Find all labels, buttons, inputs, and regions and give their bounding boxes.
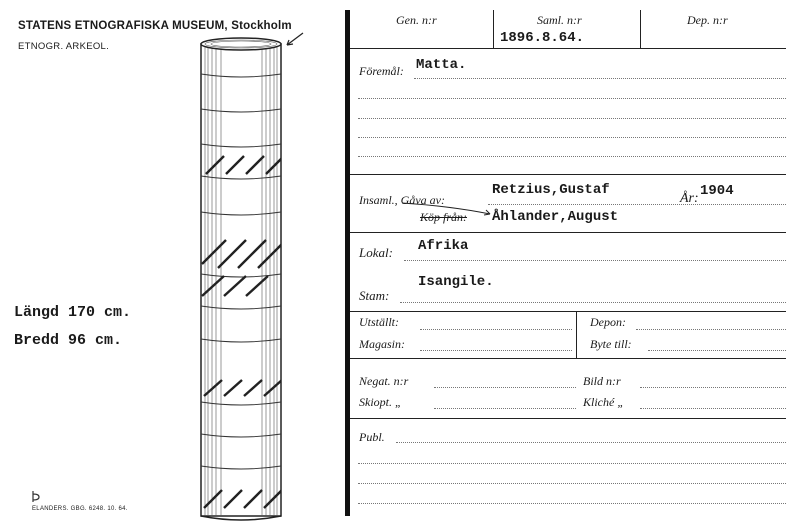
- negat-label: Negat. n:r: [359, 374, 409, 388]
- insaml-rule: [488, 204, 786, 205]
- width-value: Bredd 96 cm.: [14, 332, 123, 349]
- header-divider: [493, 10, 494, 48]
- insaml-value: Retzius,Gustaf: [492, 182, 610, 198]
- byte-till-label: Byte till:: [590, 337, 632, 351]
- museum-name: STATENS ETNOGRAFISKA MUSEUM, Stockholm: [18, 20, 292, 32]
- column-divider: [576, 312, 577, 358]
- ruled-line: [358, 483, 786, 484]
- depon-label: Depon:: [590, 315, 626, 329]
- section-rule: [350, 418, 786, 419]
- card-left-border: [345, 10, 350, 516]
- kop-fran-label: Köp från:: [420, 210, 468, 224]
- foremal-rule: [414, 78, 786, 79]
- ruled-line: [358, 137, 786, 138]
- header-divider: [640, 10, 641, 48]
- strike-arrow-icon: [400, 200, 500, 220]
- section-rule: [350, 174, 786, 175]
- foremal-label: Föremål:: [359, 64, 404, 78]
- section-rule: [350, 358, 786, 359]
- ruled-line: [358, 98, 786, 99]
- ar-label: År:: [680, 191, 699, 206]
- ar-value: 1904: [700, 183, 734, 199]
- gen-nr-label: Gen. n:r: [396, 13, 437, 27]
- header-rule: [350, 48, 786, 49]
- foremal-value: Matta.: [416, 57, 467, 73]
- depon-rule: [636, 329, 786, 330]
- ruled-line: [358, 503, 786, 504]
- byte-till-rule: [648, 350, 786, 351]
- lokal-label: Lokal:: [359, 245, 393, 260]
- stam-label: Stam:: [359, 288, 390, 303]
- bild-label: Bild n:r: [583, 374, 621, 388]
- lokal-rule: [404, 260, 786, 261]
- utstallt-label: Utställt:: [359, 315, 400, 329]
- bild-rule: [640, 387, 786, 388]
- department-label: ETNOGR. ARKEOL.: [18, 41, 110, 52]
- skiopt-rule: [434, 408, 576, 409]
- printer-imprint: ELANDERS. GBG. 6248. 10. 64.: [32, 506, 128, 512]
- kop-fran-value: Åhlander,August: [492, 209, 619, 225]
- ruled-line: [358, 156, 786, 157]
- saml-nr-label: Saml. n:r: [537, 13, 582, 27]
- ruled-line: [358, 118, 786, 119]
- insaml-label: Insaml., Gåva av:: [359, 193, 445, 207]
- length-value: Längd 170 cm.: [14, 304, 132, 321]
- utstallt-rule: [420, 329, 572, 330]
- publ-rule: [396, 442, 786, 443]
- section-rule: [350, 311, 786, 312]
- printer-mark-icon: [30, 490, 42, 504]
- kliche-label: Kliché „: [583, 395, 624, 409]
- skiopt-label: Skiopt. „: [359, 395, 402, 409]
- negat-rule: [434, 387, 576, 388]
- section-rule: [350, 232, 786, 233]
- stam-value: Isangile.: [418, 274, 494, 290]
- magasin-rule: [420, 350, 572, 351]
- magasin-label: Magasin:: [359, 337, 405, 351]
- saml-nr-value: 1896.8.64.: [500, 30, 585, 46]
- stam-rule: [400, 302, 786, 303]
- publ-label: Publ.: [359, 430, 385, 444]
- dep-nr-label: Dep. n:r: [687, 13, 728, 27]
- ruled-line: [358, 463, 786, 464]
- rolled-mat-illustration: [192, 34, 292, 524]
- lokal-value: Afrika: [418, 238, 469, 254]
- kliche-rule: [640, 408, 786, 409]
